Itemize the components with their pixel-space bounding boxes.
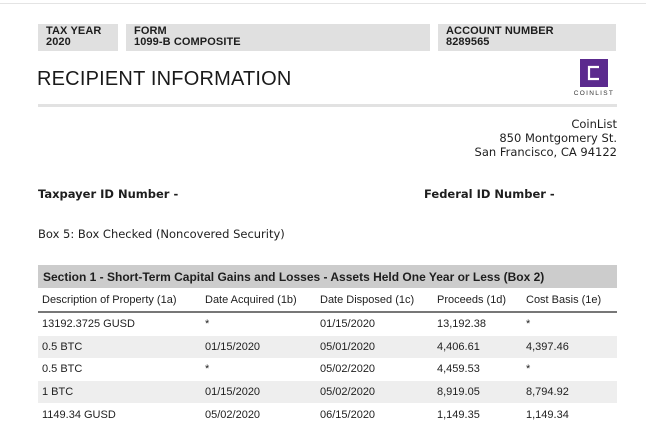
form-box [126,24,430,51]
table-cell: * [205,318,210,331]
table-cell: 0.5 BTC [42,363,83,376]
table-cell: 01/15/2020 [201,336,316,359]
table-cell: * [205,363,210,376]
form-label: FORM [134,25,167,37]
table-cell: * [526,318,531,331]
table-cell: 0.5 BTC [38,336,201,359]
table-cell: 8,794.92 [522,381,617,404]
table-cell: 13192.3725 GUSD [42,318,135,331]
column-header: Date Disposed (1c) [316,289,433,312]
column-header: Date Acquired (1b) [201,289,316,312]
table-row [38,312,617,336]
account-number-value: 8289565 [446,36,490,48]
table-row [38,403,617,426]
table-cell: 4,397.46 [522,336,617,359]
section-title: Section 1 - Short-Term Capital Gains and Losses - Assets Held One Year or Less (Box 2) [38,265,617,288]
account-number-box [438,24,616,51]
tax-year-value: 2020 [46,36,71,48]
table-row [38,336,617,359]
title-divider [38,104,617,107]
payer-name: CoinList [571,117,617,131]
table-cell: 01/15/2020 [201,381,316,404]
taxpayer-id-label: Taxpayer ID Number - [38,187,179,201]
table-cell: 13,192.38 [437,318,486,331]
tax-year-box [38,24,118,51]
table-cell: 06/15/2020 [320,408,376,421]
table-cell: * [526,363,531,376]
form-value: 1099-B COMPOSITE [134,36,241,48]
table-row [38,358,617,381]
column-header: Proceeds (1d) [433,289,522,312]
payer-city: San Francisco, CA 94122 [474,145,617,159]
table-row [38,381,617,404]
column-header: Cost Basis (1e) [522,289,617,312]
coinlist-logo-icon [580,59,608,87]
account-number-label: ACCOUNT NUMBER [446,25,554,37]
table-cell: 05/02/2020 [316,381,433,404]
payer-street: 850 Montgomery St. [499,131,617,145]
table-cell: 4,459.53 [437,363,480,376]
page-title: RECIPIENT INFORMATION [37,68,292,90]
column-header: Description of Property (1a) [38,289,201,312]
box5-note: Box 5: Box Checked (Noncovered Security) [38,227,285,241]
federal-id-label: Federal ID Number - [424,187,555,201]
table-cell: 05/01/2020 [316,336,433,359]
table-cell: 01/15/2020 [320,318,376,331]
payer-address [475,117,617,159]
top-rule [0,3,646,4]
table-cell: 05/02/2020 [320,363,376,376]
table-cell: 05/02/2020 [205,408,261,421]
table-cell: 4,406.61 [433,336,522,359]
table-cell: 1,149.35 [437,408,480,421]
table-cell: 1,149.34 [526,408,569,421]
table-cell: 1 BTC [38,381,201,404]
table-cell: 8,919.05 [433,381,522,404]
tax-year-label: TAX YEAR [46,25,102,37]
table-cell: 1149.34 GUSD [42,408,116,421]
transactions-table [38,289,617,426]
table-header-row [38,289,617,312]
logo-wordmark: COINLIST [573,90,615,97]
